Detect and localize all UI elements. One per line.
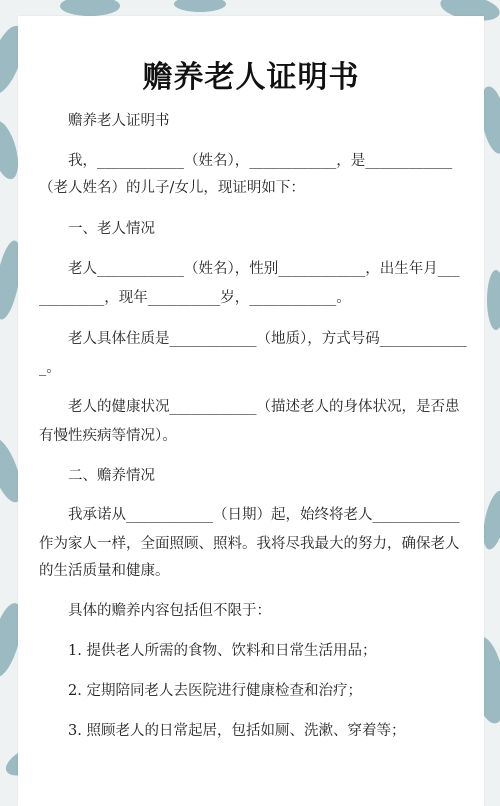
- body-line: 的生活质量和健康。: [39, 563, 170, 579]
- body-line: 老人____________（姓名），性别____________，出生年月___: [68, 261, 460, 277]
- body-line: 作为家人一样，全面照顾、照料。我将尽我最大的努力，确保老人: [39, 536, 460, 552]
- body-line: 具体的赡养内容包括但不限于：: [68, 603, 271, 619]
- list-item: 3. 照顾老人的日常起居，包括如厕、洗漱、穿着等；: [68, 723, 406, 739]
- body-line: 有慢性疾病等情况）。: [39, 428, 177, 444]
- body-line: 老人的健康状况____________（描述老人的身体状况，是否患: [68, 399, 460, 415]
- body-line: 我承诺从____________（日期）起，始终将老人____________: [68, 507, 460, 523]
- body-line: 老人具体住质是____________（地质），方式号码____________: [68, 331, 467, 347]
- body-line: （老人姓名）的儿子/女儿，现证明如下：: [39, 180, 305, 196]
- body-line: _________，现年__________岁，____________。: [39, 290, 351, 306]
- document-title: 赡养老人证明书: [142, 60, 360, 95]
- list-item: 1. 提供老人所需的食物、饮料和日常生活用品；: [68, 643, 377, 659]
- list-item: 2. 定期陪同老人去医院进行健康检查和治疗；: [68, 683, 362, 699]
- document-page: [18, 16, 484, 806]
- body-line: 赡养老人证明书: [68, 113, 170, 129]
- section-heading: 一、老人情况: [68, 221, 155, 237]
- section-heading: 二、赡养情况: [68, 468, 155, 484]
- body-line: 我，____________（姓名），____________，是____________: [68, 153, 453, 169]
- body-line: _。: [39, 360, 61, 376]
